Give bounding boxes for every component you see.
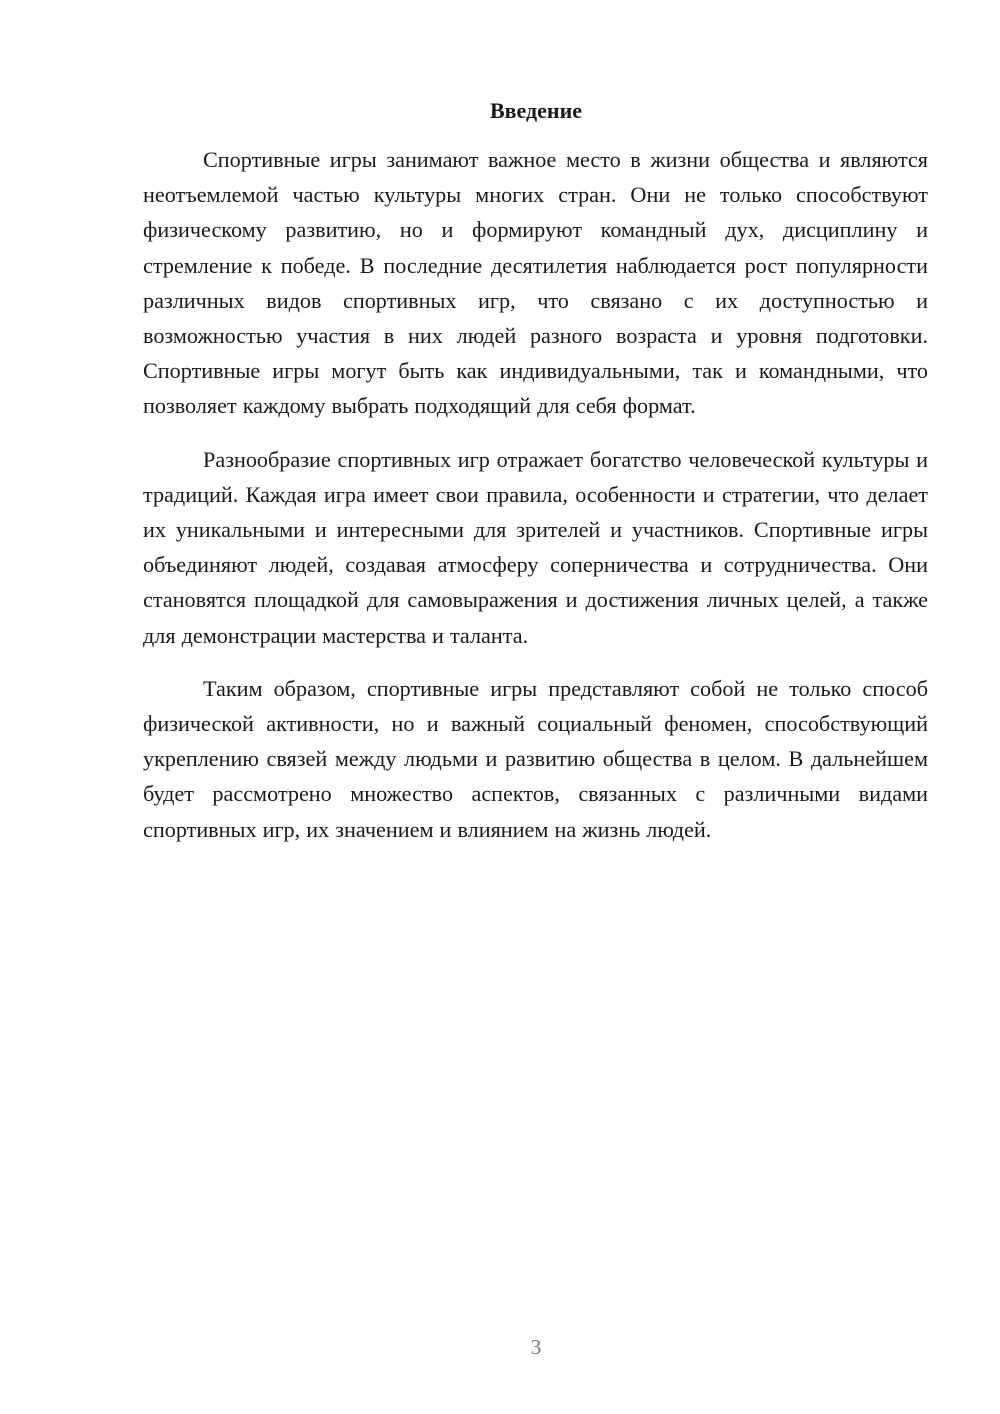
paragraph-2: Разнообразие спортивных игр отражает богатство человеческой культуры и традиций. Каждая игра имеет свои правила, особенности и стратегии, что делает их уникальными и интересными для зрителей и участников. Спортивные игры объединяют людей, создавая атмосферу соперничества и сотрудничества. Они становятся площадкой для самовыражения и достижения личных целей, а также для демонстрации мастерства и таланта. bbox=[143, 446, 928, 648]
paragraph-1: Спортивные игры занимают важное место в жизни общества и являются неотъемлемой частью культуры многих стран. Они не только способствуют физическому развитию, но и формируют командный дух, дисциплину и стремление к победе. В последние десятилетия наблюдается рост популярности различных видов спортивных игр, что связано с их доступностью и возможностью участия в них людей разного возраста и уровня подготовки. Спортивные игры могут быть как индивидуальными, так и командными, что позволяет каждому выбрать подходящий для себя формат. bbox=[143, 147, 928, 419]
paragraph-3: Таким образом, спортивные игры представляют собой не только способ физической активности, но и важный социальный феномен, способствующий укреплению связей между людьми и развитию общества в целом. В дальнейшем будет рассмотрено множество аспектов, связанных с различными видами спортивных игр, их значением и влиянием на жизнь людей. bbox=[143, 675, 928, 842]
body-text bbox=[143, 142, 928, 865]
page-number: 3 bbox=[530, 1335, 542, 1359]
section-heading: Введение bbox=[489, 98, 583, 123]
